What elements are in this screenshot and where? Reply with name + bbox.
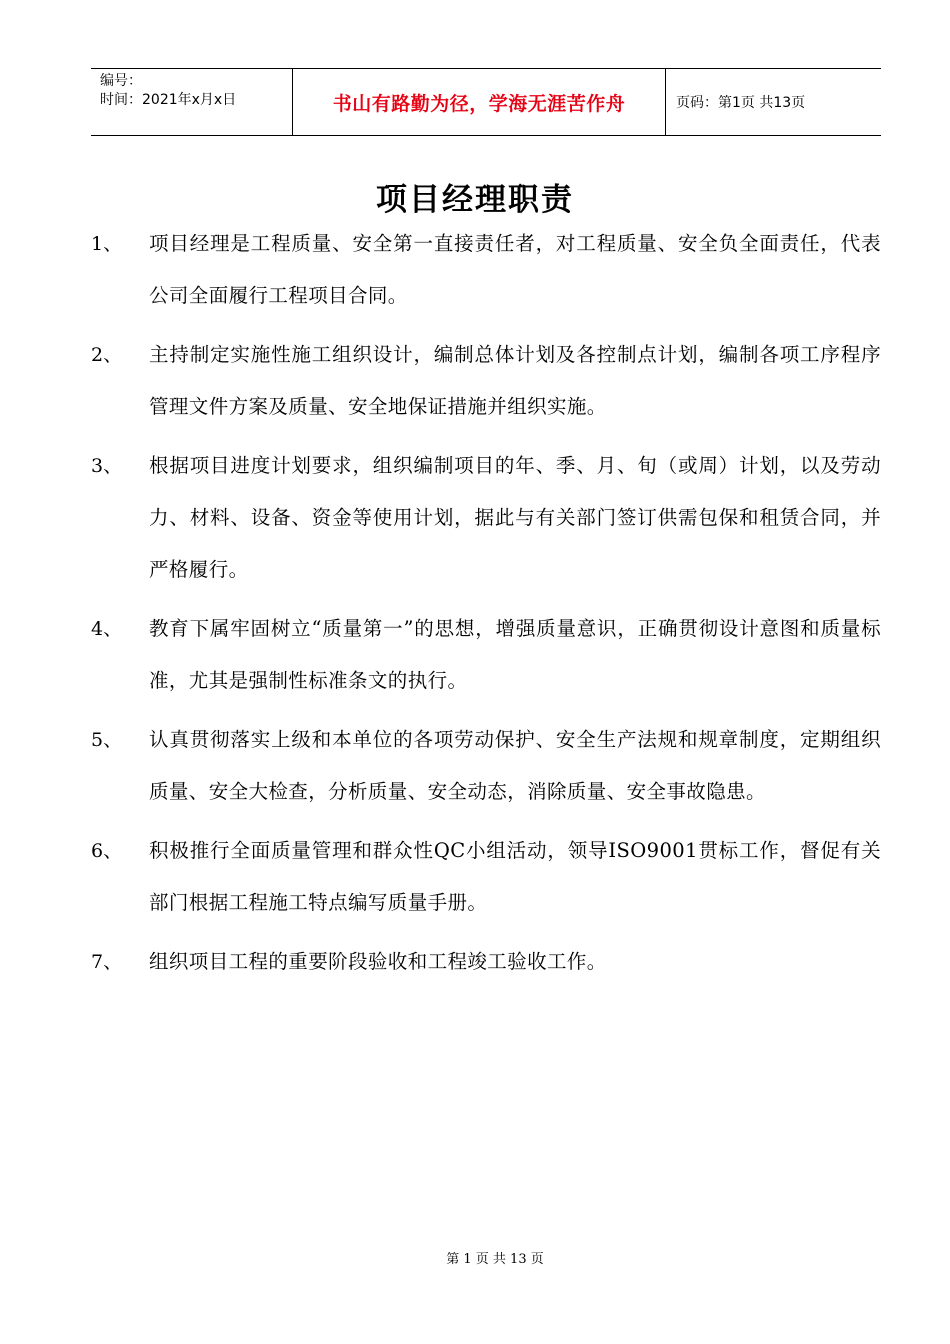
item-number: 4、 xyxy=(91,618,123,640)
item-number: 2、 xyxy=(91,344,123,366)
item-number: 1、 xyxy=(91,233,123,255)
item-text: 认真贯彻落实上级和本单位的各项劳动保护、安全生产法规和规章制度，定期组织质量、安全大检查，分析质量、安全动态，消除质量、安全事故隐患。 xyxy=(149,728,881,803)
item-number: 5、 xyxy=(91,729,123,751)
list-item xyxy=(91,329,881,433)
motto-text: 书山有路勤为径，学海无涯苦作舟 xyxy=(332,92,626,115)
page-footer: 第 1 页 共 13 页 xyxy=(446,1252,544,1267)
header-page-info: 页码：第1页 共13页 xyxy=(676,95,806,111)
item-number: 7、 xyxy=(91,951,123,973)
header-table xyxy=(91,68,881,136)
item-text: 项目经理是工程质量、安全第一直接责任者，对工程质量、安全负全面责任，代表公司全面履行工程项目合同。 xyxy=(149,232,881,307)
header-page-cell xyxy=(666,69,881,135)
header-motto-cell xyxy=(293,69,666,135)
document-number-label: 编号： xyxy=(100,73,142,89)
item-text: 主持制定实施性施工组织设计，编制总体计划及各控制点计划，编制各项工序程序管理文件方案及质量、安全地保证措施并组织实施。 xyxy=(149,343,881,418)
list-item xyxy=(91,218,881,322)
item-text: 根据项目进度计划要求，组织编制项目的年、季、月、旬（或周）计划，以及劳动力、材料、设备、资金等使用计划，据此与有关部门签订供需包保和租赁合同，并严格履行。 xyxy=(149,454,881,581)
header-info-cell xyxy=(91,69,293,135)
list-item xyxy=(91,825,881,929)
list-item xyxy=(91,936,881,988)
document-time-label: 时间：2021年x月x日 xyxy=(100,92,237,108)
list-item xyxy=(91,714,881,818)
item-text: 组织项目工程的重要阶段验收和工程竣工验收工作。 xyxy=(149,950,607,973)
list-item xyxy=(91,440,881,596)
item-number: 6、 xyxy=(91,840,123,862)
item-text: 积极推行全面质量管理和群众性QC小组活动，领导ISO9001贯标工作，督促有关部门根据工程施工特点编写质量手册。 xyxy=(149,839,881,914)
list-item xyxy=(91,603,881,707)
duty-list xyxy=(91,218,881,995)
item-number: 3、 xyxy=(91,455,123,477)
item-text: 教育下属牢固树立“质量第一”的思想，增强质量意识，正确贯彻设计意图和质量标准，尤其是强制性标准条文的执行。 xyxy=(149,617,881,692)
document-title: 项目经理职责 xyxy=(376,182,574,218)
